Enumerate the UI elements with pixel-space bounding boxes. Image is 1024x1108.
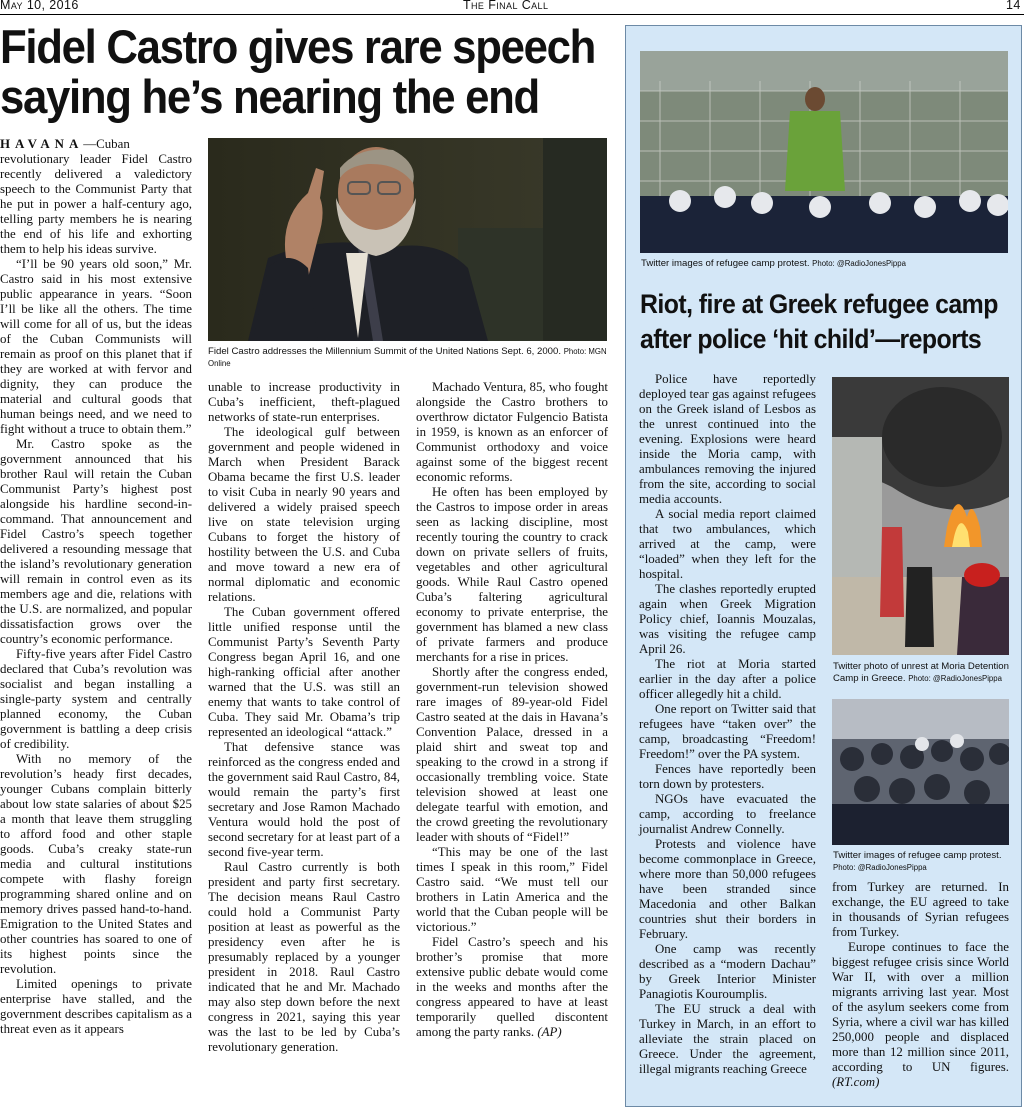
sidebar-photo-1: [640, 51, 1008, 253]
paragraph: The Cuban government offered little unified response until the Communist Party’s Seventh Party Congress began April 16, and one high-ranking official after another warned that the U.S. was still an enemy that wants to take control of Cuba. They said Mr. Obama’s trip represented an ideological “attack.”: [208, 605, 400, 739]
main-headline-line2: saying he’s nearing the end: [0, 70, 539, 123]
paragraph: “This may be one of the last times I speak in this room,” Fidel Castro said. “We must tell our brothers in Latin America and the world that the Cuban people will be victorious.”: [416, 845, 608, 934]
paragraph: One report on Twitter said that refugees have “taken over” the camp, broadcasting “Freedom! Freedom!” over the PA system.: [639, 702, 816, 761]
sidebar-column-1: [639, 372, 816, 1077]
sidebar-headline-line2: after police ‘hit child’—reports: [640, 324, 982, 354]
paragraph: A social media report claimed that two ambulances, which arrived at the camp, were “loaded” when they left for the hospital.: [639, 507, 816, 581]
sidebar-photo-2-caption: Twitter photo of unrest at Moria Detention Camp in Greece. Photo: @RadioJonesPippa: [833, 661, 1009, 684]
sidebar-photo-3-caption: Twitter images of refugee camp protest. Photo: @RadioJonesPippa: [833, 850, 1002, 872]
paragraph: “I’ll be 90 years old soon,” Mr. Castro said in his most extensive public appearance in years. “Soon I’ll be like all the others. The time will come for all of us, but the ideas of the Cuban Communists will remain as proof on this planet that if they are worked at with fervor and dignity, they can produce the material and cultural goods that human beings need, and we need to fight without a truce to obtain them.”: [0, 257, 192, 436]
paragraph: The clashes reportedly erupted again when Greek Migration Policy chief, Ioannis Mouzalas, was visiting the refugee camp April 26.: [639, 582, 816, 656]
page-number: 14: [1006, 0, 1021, 12]
sidebar-photo-2-credit: Photo: @RadioJonesPippa: [908, 674, 1002, 683]
paragraph: from Turkey are returned. In exchange, the EU agreed to take in thousands of Syrian refugees from Turkey.: [832, 880, 1009, 939]
sidebar-photo-3: [832, 699, 1009, 845]
sidebar-column-2: [832, 880, 1009, 1090]
paragraph: Shortly after the congress ended, government-run television showed rare images of 89-year-old Fidel Castro seated at the dais in Havana’s Convention Palace, dressed in a plaid shirt and sweat top and speaking to the crowd in a strong if occasionally trembling voice. State television showed at least one delegate tearful with emotion, and the crowd greeting the revolutionary leader with shouts of “Fidel!”: [416, 665, 608, 844]
paragraph: Police have reportedly deployed tear gas against refugees on the Greek island of Lesbos as the unrest continued into the evening. Explosions were heard inside the Moria camp, with ambulances removing the injured from the site, according to social media accounts.: [639, 372, 816, 506]
paragraph: That defensive stance was reinforced as the congress ended and the government said Raul Castro, 84, would remain the party’s first secretary and Jose Ramon Machado Ventura would hold the post of second secretary for at least part of a second five-year term.: [208, 740, 400, 859]
paragraph: The EU struck a deal with Turkey in March, in an effort to alleviate the strain placed on Greece. Under the agreement, illegal migrants reaching Greece: [639, 1002, 816, 1076]
paragraph: Raul Castro currently is both president and party first secretary. The decision means Raul Castro could hold a Communist Party position at least as powerful as the presidency even after he is presumably replaced by a younger president in 2018. Raul Castro indicated that he and Mr. Machado may also step down before the next congress in 2021, saying this year was the last to be led by Cuba’s revolutionary generation.: [208, 860, 400, 1054]
rt-credit: (RT.com): [832, 1075, 880, 1089]
paragraph: Machado Ventura, 85, who fought alongside the Castro brothers to overthrow dictator Fulgencio Batista in 1959, is known as an enforcer of Communist orthodoxy and voice against some of the biggest recent economic reforms.: [416, 380, 608, 484]
crowd-protest-photo-icon: [832, 699, 1009, 845]
police-refugee-fence-photo-icon: [640, 51, 1008, 253]
paragraph: He often has been employed by the Castros to impose order in areas seen as lacking discipline, most recently touring the country to crack down on private sellers of fruits, vegetables and other agricultural goods. While Raul Castro opened Cuba’s faltering agricultural economy to private enterprise, the government has blamed a new class of private farmers and produce merchants for a rise in prices.: [416, 485, 608, 664]
sidebar-headline-line1: Riot, fire at Greek refugee camp: [640, 289, 998, 319]
sidebar-headline: [640, 287, 998, 357]
paragraph: The ideological gulf between government and people widened in March when President Barack Obama became the first U.S. leader to visit Cuba in nearly 90 years and delivered a widely praised speech live on state television urging Cubans to forget the history of hostility between the U.S. and Cuba and move toward a new era of normal diplomatic and economic relations.: [208, 425, 400, 604]
paragraph: One camp was recently described as a “modern Dachau” by Greek Interior Minister Panagiotis Kouroumplis.: [639, 942, 816, 1001]
paragraph: With no memory of the revolution’s heady first decades, younger Cubans complain bitterly about low state salaries of about $25 a month that leave them struggling to afford food and other staple goods. Cuba’s creaky state-run media and cultural institutions compete with flashy foreign programming shared online and on memory drives passed hand-to-hand. Emigration to the United States and other countries has soared to one of its highest points since the revolution.: [0, 752, 192, 976]
castro-photo-caption: Fidel Castro addresses the Millennium Summit of the United Nations Sept. 6, 2000. Photo: MGN Online: [208, 346, 607, 368]
castro-photo-credit: Photo: MGN Online: [208, 347, 607, 368]
fire-unrest-photo-icon: [832, 377, 1009, 655]
main-column-1: [0, 137, 192, 1037]
publication-name: The Final Call: [463, 0, 549, 12]
paragraph: Limited openings to private enterprise have stalled, and the government describes capitalism as a threat even as it appears: [0, 977, 192, 1036]
paragraph: NGOs have evacuated the camp, according to freelance journalist Andrew Connelly.: [639, 792, 816, 836]
lead-paragraph: HAVANA—Cuban revolutionary leader Fidel Castro recently delivered a valedictory speech to the Communist Party that he put in power a half-century ago, telling party members he is nearing the end of his life and exhorting them to help his ideas survive.: [0, 137, 192, 256]
main-headline-line1: Fidel Castro gives rare speech: [0, 20, 596, 73]
castro-speaking-photo-icon: [208, 138, 607, 341]
main-headline: [0, 20, 596, 123]
paragraph: unable to increase productivity in Cuba’s inefficient, theft-plagued networks of state-run enterprises.: [208, 380, 400, 424]
paragraph: The riot at Moria started earlier in the day after a police officer allegedly hit a child.: [639, 657, 816, 701]
main-column-3: [416, 380, 608, 1040]
ap-credit: (AP): [537, 1025, 562, 1039]
sidebar-photo-3-credit: Photo: @RadioJonesPippa: [833, 863, 927, 872]
sidebar-photo-1-credit: Photo: @RadioJonesPippa: [812, 259, 906, 268]
paragraph: Fidel Castro’s speech and his brother’s promise that more extensive public debate would come in the weeks and months after the congress appeared to have at least temporarily quelled discontent among the party ranks. (AP): [416, 935, 608, 1039]
issue-date: May 10, 2016: [0, 0, 79, 12]
sidebar-photo-2: [832, 377, 1009, 655]
sidebar-photo-1-caption: Twitter images of refugee camp protest. Photo: @RadioJonesPippa: [641, 258, 906, 269]
castro-photo: [208, 138, 607, 341]
paragraph: Fences have reportedly been torn down by protesters.: [639, 762, 816, 791]
dateline: HAVANA: [0, 137, 84, 151]
paragraph: Europe continues to face the biggest refugee crisis since World War II, with over a million migrants arriving last year. Most of the asylum seekers come from Syria, where a civil war has killed 250,000 people and displaced more than 12 million since 2011, according to UN figures. (RT.com): [832, 940, 1009, 1089]
header-rule: [0, 14, 1024, 15]
main-column-2: [208, 380, 400, 1055]
paragraph: Fifty-five years after Fidel Castro declared that Cuba’s revolution was socialist and began installing a single-party system and centrally planned economy, the Cuban government is battling a deep crisis of credibility.: [0, 647, 192, 751]
paragraph: Mr. Castro spoke as the government announced that his brother Raul will retain the Cuban Communist Party’s highest post alongside his hardline second-in-command. That announcement and Fidel Castro’s speech together delivered a resounding message that the island’s revolutionary generation will remain in control even as its members age and die, relations with the U.S. are normalized, and popular dissatisfaction grows over the country’s economic performance.: [0, 437, 192, 646]
paragraph: Protests and violence have become commonplace in Greece, where more than 50,000 refugees have been stranded since Macedonia and other Balkan countries shut their borders in February.: [639, 837, 816, 941]
